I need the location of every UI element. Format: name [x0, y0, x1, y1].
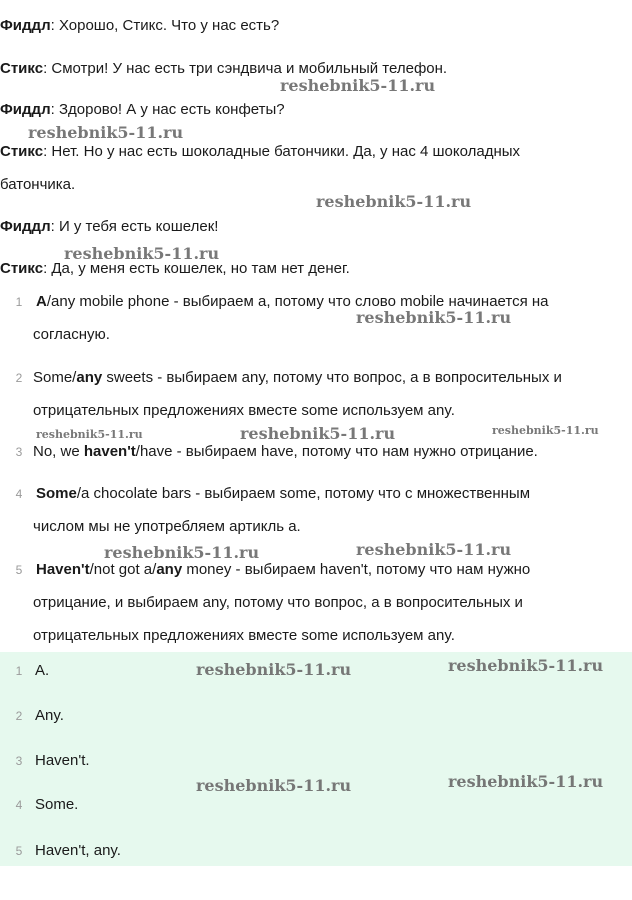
- watermark: reshebnik5-11.ru: [28, 123, 184, 142]
- list-item-text: [33, 442, 538, 462]
- answers-block: [0, 652, 632, 866]
- speaker-name: Стикс: [0, 143, 44, 160]
- dialogue-text: : Нет. Но у нас есть шоколадные батончики. Да, у нас 4 шоколадных: [43, 143, 521, 160]
- answer-text: Haven't, any.: [35, 842, 121, 859]
- text-segment: /any mobile phone - выбираем a, потому что слово mobile начинается на: [46, 293, 549, 310]
- list-item-text: отрицательных предложениях вместе some используем any.: [33, 402, 455, 419]
- dialogue-line: [0, 16, 279, 36]
- highlighted-answer: any: [76, 369, 103, 386]
- list-item-text: [36, 560, 530, 580]
- dialogue-line: [0, 217, 218, 237]
- answer-text: A.: [35, 662, 50, 679]
- dialogue-text: : Смотри! У нас есть три сэндвича и мобильный телефон.: [43, 60, 448, 77]
- list-number: 1: [15, 295, 23, 309]
- list-item-text: числом мы не употребляем артикль a.: [33, 518, 301, 535]
- dialogue-text: батончика.: [0, 176, 76, 193]
- list-number: 2: [15, 371, 23, 385]
- watermark: reshebnik5-11.ru: [356, 540, 512, 559]
- dialogue-line: [0, 175, 75, 195]
- speaker-name: Фиддл: [0, 101, 51, 118]
- answer-text: Some.: [35, 796, 79, 813]
- highlighted-answer: haven't: [83, 443, 136, 460]
- list-item-text: отрицательных предложениях вместе some используем any.: [33, 627, 455, 644]
- list-number: 2: [15, 709, 23, 723]
- watermark: reshebnik5-11.ru: [104, 543, 260, 562]
- dialogue-text: : Здорово! А у нас есть конфеты?: [50, 101, 285, 118]
- speaker-name: Фиддл: [0, 218, 51, 235]
- dialogue-line: [0, 142, 520, 162]
- watermark: reshebnik5-11.ru: [64, 244, 220, 263]
- list-number: 1: [15, 664, 23, 678]
- watermark: reshebnik5-11.ru: [280, 76, 436, 95]
- list-number: 3: [15, 754, 23, 768]
- speaker-name: Стикс: [0, 60, 44, 77]
- text-segment: /have - выбираем have, потому что нам нужно отрицание.: [135, 443, 538, 460]
- watermark: reshebnik5-11.ru: [240, 424, 396, 443]
- text-segment: /a chocolate bars - выбираем some, потому что с множественным: [76, 485, 531, 502]
- watermark: reshebnik5-11.ru: [36, 428, 143, 441]
- dialogue-text: : Да, у меня есть кошелек, но там нет денег.: [43, 260, 350, 277]
- list-number: 4: [15, 487, 23, 501]
- dialogue-text: : Хорошо, Стикс. Что у нас есть?: [50, 17, 280, 34]
- list-item-text: [33, 368, 562, 388]
- highlighted-answer: Some: [36, 485, 77, 502]
- speaker-name: Фиддл: [0, 17, 51, 34]
- list-item-text: отрицание, и выбираем any, потому что вопрос, а в вопросительных и: [33, 594, 523, 611]
- dialogue-line: [0, 100, 285, 120]
- watermark: reshebnik5-11.ru: [492, 424, 599, 437]
- watermark: reshebnik5-11.ru: [448, 772, 604, 791]
- text-segment: /not got a/: [89, 561, 157, 578]
- list-item-text: согласную.: [33, 326, 110, 343]
- answer-text: Any.: [35, 707, 64, 724]
- list-number: 3: [15, 445, 23, 459]
- watermark: reshebnik5-11.ru: [316, 192, 472, 211]
- text-segment: Some/: [33, 369, 77, 386]
- watermark: reshebnik5-11.ru: [196, 776, 352, 795]
- list-number: 4: [15, 798, 23, 812]
- text-segment: money - выбираем haven't, потому что нам нужно: [182, 561, 531, 578]
- list-item-text: [36, 484, 530, 504]
- speaker-name: Стикс: [0, 260, 44, 277]
- watermark: reshebnik5-11.ru: [196, 660, 352, 679]
- highlighted-answer: A: [36, 293, 47, 310]
- watermark: reshebnik5-11.ru: [356, 308, 512, 327]
- list-number: 5: [15, 563, 23, 577]
- list-number: 5: [15, 844, 23, 858]
- text-segment: sweets - выбираем any, потому что вопрос, а в вопросительных и: [102, 369, 562, 386]
- highlighted-answer: any: [156, 561, 183, 578]
- text-segment: No, we: [33, 443, 84, 460]
- highlighted-answer: Haven't: [36, 561, 90, 578]
- dialogue-text: : И у тебя есть кошелек!: [50, 218, 219, 235]
- answer-text: Haven't.: [35, 752, 90, 769]
- watermark: reshebnik5-11.ru: [448, 656, 604, 675]
